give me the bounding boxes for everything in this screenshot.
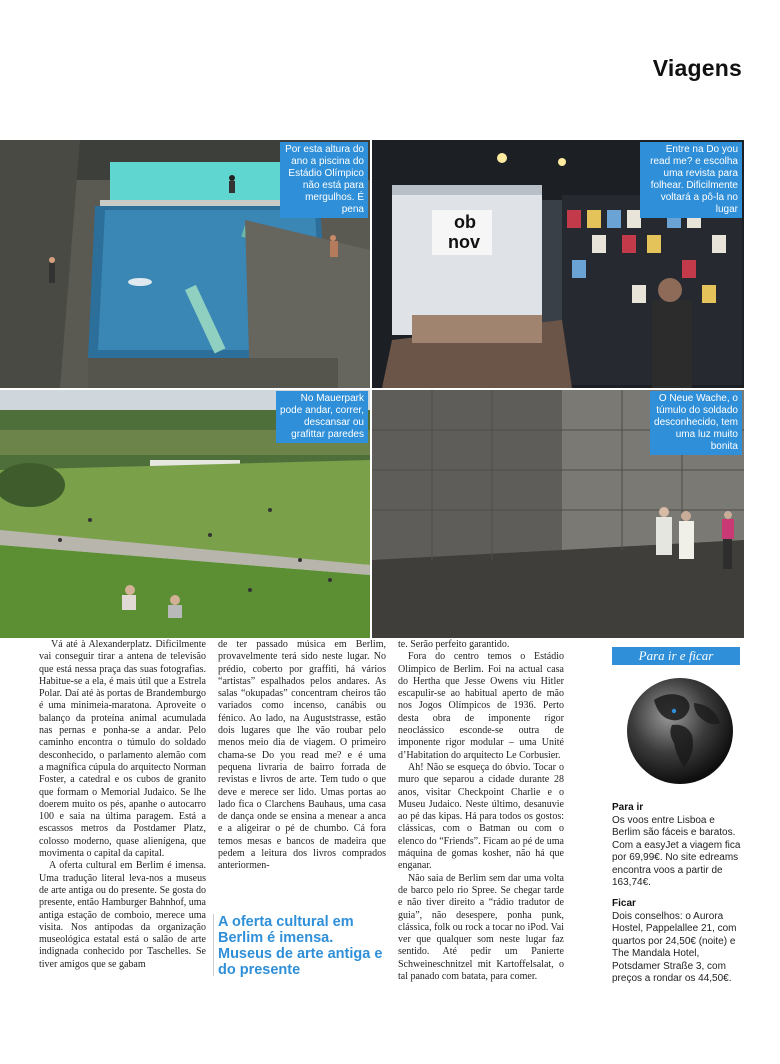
article-paragraph: A oferta cultural em Berlim é imensa. Uma tradução literal leva-nos a museus de arte antiga ou do presente. Se gosta do presente, então Hamburger Bahnhof, uma antiga estação de comboio, merece uma visita. Nos antípodas da organização museológica estatal está o salão de arte indignada conhecido por Taschelles. Se tiver amigos que se gabam bbox=[39, 860, 206, 970]
sidebar-ir-text: Os voos entre Lisboa e Berlim são fáceis e baratos. Com a easyJet a viagem fica por 69,99€. No site edreams encontra voos a partir de 163,74€. bbox=[612, 815, 741, 889]
article-column-3 bbox=[398, 639, 564, 983]
article-paragraph: Vá até à Alexanderplatz. Dificilmente vai conseguir tirar a antena de televisão que está nessa praça das suas fotografias. Habitue-se a ela, é mais útil que a Estrela Polar. Daí até às portas de Brandemburgo é uma minimeia-maratona. Aproveite o balanço da proteína animal acumulada nas pernas e ponha-se a andar. Pelo caminho encontra o túmulo do soldado desconhecido, o parlamento alemão com a magnífica cúpula do arquitecto Norman Foster, a catedral e os cubos de granito que formam o Memorial Judaico. Se lhe doerem muito os pés, apanhe o autocarro 100 e saia na última paragem. Está a escassos metros da Postdamer Platz, colosso moderno, quase alienígena, que movimenta o capital da capital. bbox=[39, 639, 206, 860]
sidebar-ir-heading: Para ir bbox=[612, 802, 644, 813]
sidebar-ficar-text: Dois conselhos: o Aurora Hostel, Pappelallee 21, com quartos por 24,50€ (noite) e The Mandala Hotel, Potsdamer Straße 3, com preços a rondar os 44,50€. bbox=[612, 911, 737, 985]
caption-neue-wache: O Neue Wache, o túmulo do soldado desconhecido, tem uma luz muito bonita bbox=[650, 391, 742, 455]
article-paragraph: Fora do centro temos o Estádio Olímpico de Berlim. Foi na actual casa do Hertha que Jesse Owens viu Hitler escapulir-se ao habitual aperto de mão nos Jogos Olímpicos de 1936. Perto desta obra de imponente rigor neoclássico esconde-se outra de imponente rigor modular – uma Unité d’Habitation do arquitecto Le Corbusier. bbox=[398, 651, 564, 761]
svg-text:nov: nov bbox=[448, 232, 481, 252]
svg-text:ob: ob bbox=[454, 212, 476, 232]
pullquote: A oferta cultural em Berlim é imensa. Museus de arte antiga e do presente bbox=[218, 914, 383, 978]
article-paragraph: Ah! Não se esqueça do óbvio. Tocar o muro que separou a cidade durante 28 anos, visitar Checkpoint Charlie e o Museu Judaico. Neste último, desanuvie ao pé das kipas. Há para todos os gostos: clássicas, com o Batman ou com o elenco do “Friends”. Ficam ao pé de uma máquina de gomas kosher, não há que enganar. bbox=[398, 761, 564, 872]
article-paragraph: de ter passado música em Berlim, provavelmente terá sido neste lugar. No prédio, coberto por graffiti, há vários “artistas” espalhados pelos andares. As salas “okupadas” concentram cheiros tão variados como incenso, canábis ou fénico. Ao lado, na Auguststrasse, estão dois lugares que lhe vão roubar pelo menos meio dia de viagem. O primeiro chama-se Do you read me? e é uma pequena livraria de bairro forrada de revistas e livros de arte. Tem tudo o que deve e merece ser lido. Umas portas ao lado fica o Clarchens Bauhaus, uma casa de dança onde se ensina a menear a anca e a aligeirar o pé de chumbo. Cá fora temos mesas e bancos de madeira que pedem a leitura dos livros comprados anteriormen- bbox=[218, 639, 386, 872]
globe-icon bbox=[624, 675, 736, 787]
sidebar-ficar-heading: Ficar bbox=[612, 898, 636, 909]
article-paragraph: Não saia de Berlim sem dar uma volta de barco pelo rio Spree. Se chegar tarde e não tiver direito a “rádio tradutor de guia”, não desespere, ponha punk, clássica, folk ou rock a tocar no iPod. Vai ver que qualquer som neste lugar faz sentido. Até pedir um Panierte Schweineschnitzel mit Kartoffelsalat, o tal panado com batata, para comer. bbox=[398, 872, 564, 983]
pullquote-rule bbox=[213, 914, 214, 976]
section-title: Viagens bbox=[652, 55, 742, 81]
caption-olympic-pool: Por esta altura do ano a piscina do Estádio Olímpico não está para mergulhos. É pena bbox=[280, 142, 368, 218]
article-column-2 bbox=[218, 639, 386, 873]
caption-bookshop: Entre na Do you read me? e escolha uma revista para folhear. Dificilmente voltará a pô-la no lugar bbox=[640, 142, 742, 218]
article-paragraph: te. Serão perfeito garantido. bbox=[398, 639, 510, 650]
sidebar-title: Para ir e ficar bbox=[612, 647, 740, 665]
caption-mauerpark: No Mauerpark pode andar, correr, descansar ou grafittar paredes bbox=[276, 391, 368, 443]
article-column-1 bbox=[39, 639, 206, 971]
